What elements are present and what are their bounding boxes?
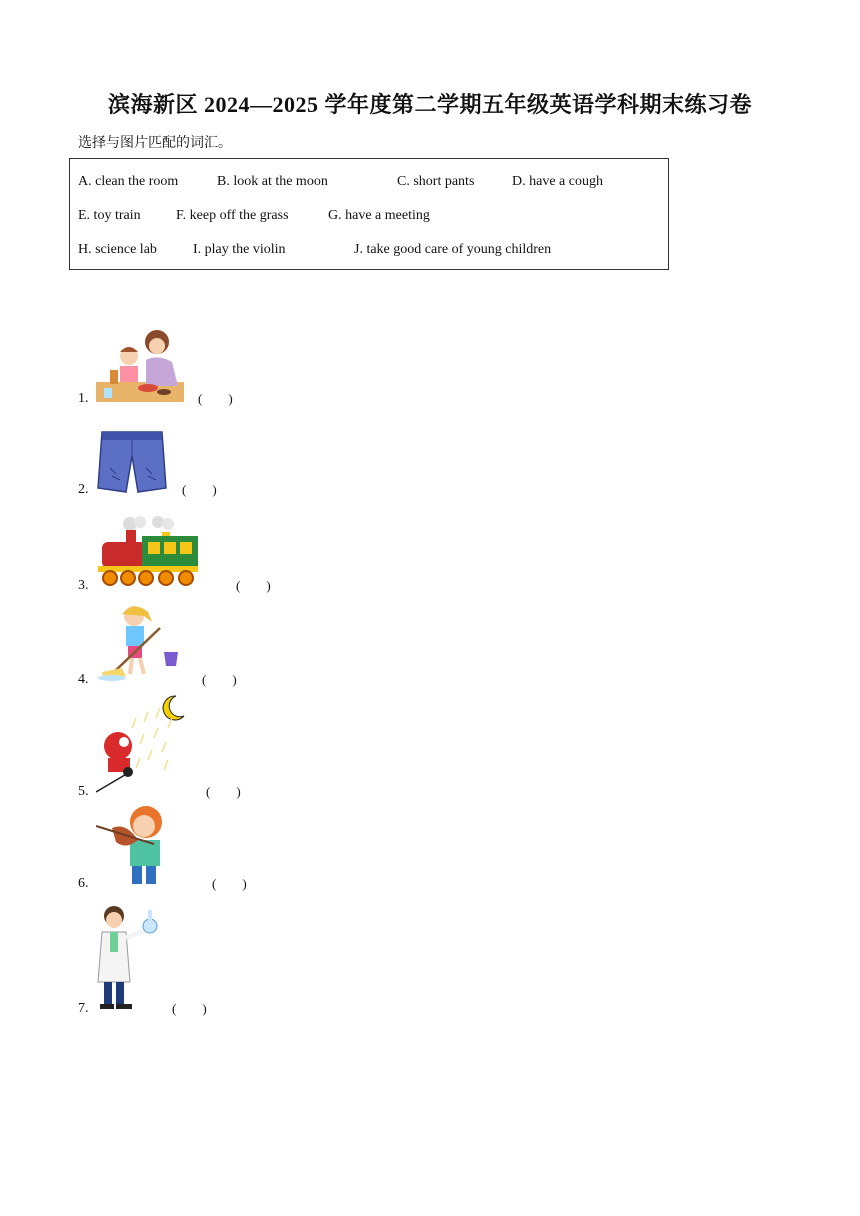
scientist-image xyxy=(96,904,162,1012)
answer-blank-7[interactable]: ( ) xyxy=(172,1001,207,1016)
question-number-5: 5. xyxy=(78,784,89,799)
answer-blank-1[interactable]: ( ) xyxy=(198,391,233,406)
answer-blank-2[interactable]: ( ) xyxy=(182,482,217,497)
boy-playing-violin-image xyxy=(96,800,180,888)
mother-feeding-child-image xyxy=(96,326,186,404)
option-f: F. keep off the grass xyxy=(176,208,289,223)
short-pants-image xyxy=(96,428,168,494)
question-number-6: 6. xyxy=(78,876,89,891)
option-j: J. take good care of young children xyxy=(354,242,552,257)
boy-looking-at-moon-image xyxy=(96,688,192,796)
option-d: D. have a cough xyxy=(512,174,603,189)
option-b: B. look at the moon xyxy=(217,174,328,189)
question-number-3: 3. xyxy=(78,578,89,593)
question-number-1: 1. xyxy=(78,391,89,406)
answer-blank-6[interactable]: ( ) xyxy=(212,876,247,891)
answer-blank-5[interactable]: ( ) xyxy=(206,784,241,799)
page-title: 滨海新区 2024—2025 学年度第二学期五年级英语学科期末练习卷 xyxy=(107,92,752,117)
option-g: G. have a meeting xyxy=(328,208,430,223)
option-c: C. short pants xyxy=(397,174,475,189)
option-a: A. clean the room xyxy=(78,174,179,189)
question-number-2: 2. xyxy=(78,482,89,497)
instruction: 选择与图片匹配的词汇。 xyxy=(78,135,232,151)
option-e: E. toy train xyxy=(78,208,141,223)
option-h: H. science lab xyxy=(78,242,157,257)
question-number-4: 4. xyxy=(78,672,89,687)
options-box xyxy=(69,158,669,270)
option-i: I. play the violin xyxy=(193,242,286,257)
question-number-7: 7. xyxy=(78,1001,89,1016)
answer-blank-4[interactable]: ( ) xyxy=(202,672,237,687)
answer-blank-3[interactable]: ( ) xyxy=(236,578,271,593)
toy-train-image xyxy=(96,514,200,590)
girl-mopping-image xyxy=(96,602,184,684)
